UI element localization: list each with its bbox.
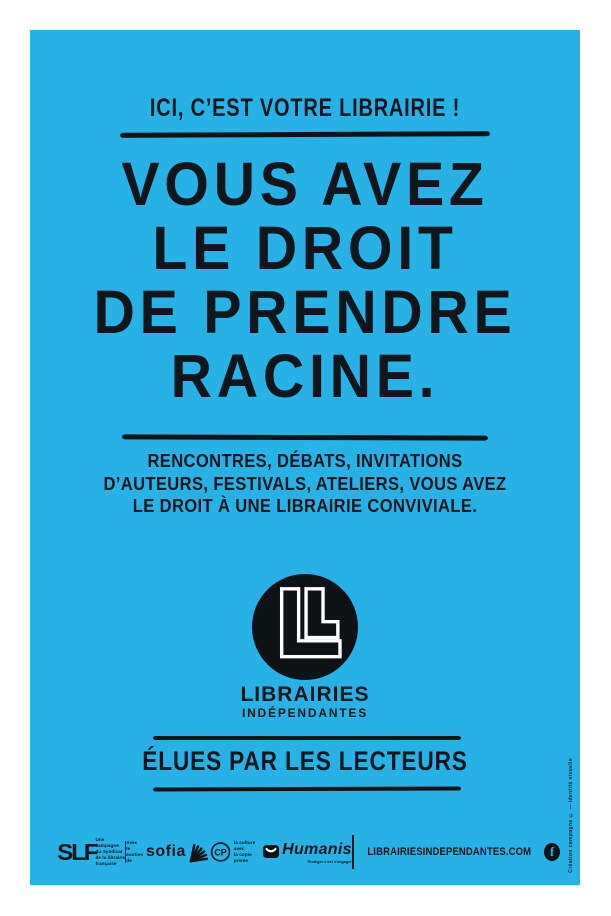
smile-icon — [263, 844, 280, 859]
divider-banner-bottom — [153, 786, 461, 791]
divider-top — [120, 131, 490, 138]
footer-separator-large — [352, 835, 354, 869]
facebook-icon: f — [544, 843, 560, 861]
support-caption: Avec le soutien de — [126, 840, 144, 863]
logo-subtitle: INDÉPENDANTES — [241, 706, 369, 720]
librairies-independantes-logo — [252, 574, 358, 680]
banner-text: ÉLUES PAR LES LECTEURS — [142, 746, 468, 776]
fan-icon — [189, 842, 210, 863]
headline-line-3: DE PRENDRE — [93, 278, 517, 346]
cp-icon — [210, 840, 231, 864]
logo-title: LIBRAIRIES — [240, 683, 370, 706]
headline-line-2: LE DROIT — [152, 214, 458, 282]
sofia-wordmark: sofia — [146, 843, 186, 860]
subtext-line-3: LE DROIT À UNE LIBRAIRIE CONVIVIALE. — [132, 496, 478, 516]
humanis-tagline: Protéger c’est s’engager — [307, 859, 352, 864]
subtext — [52, 450, 558, 518]
humanis-wordmark: Humanis — [282, 840, 352, 858]
website-url: LIBRAIRIESINDEPENDANTES.COM — [366, 846, 531, 858]
cp-caption: la culture avec la copie privée — [233, 840, 256, 863]
divider-headline — [122, 434, 488, 440]
headline-line-4: RACINE. — [170, 342, 440, 410]
humanis-logo — [263, 841, 352, 864]
poster-background — [30, 30, 580, 885]
subtext-line-1: RENCONTRES, DÉBATS, INVITATIONS — [147, 451, 463, 471]
slf-logo: SLF — [57, 838, 97, 865]
copie-privee-logo — [210, 840, 263, 864]
slf-caption: Une campagne du Syndicat de la librairie française — [95, 837, 126, 866]
svg-text:CP: CP — [214, 847, 227, 858]
subtext-line-2: D’AUTEURS, FESTIVALS, ATELIERS, VOUS AVEZ — [103, 473, 507, 494]
headline — [47, 152, 564, 408]
sponsor-footer — [58, 828, 560, 876]
credits-vertical-text: Création campagne © — Identité visuelle — [568, 758, 574, 873]
divider-banner-top — [153, 736, 461, 740]
sofia-logo — [146, 842, 210, 863]
headline-line-1: VOUS AVEZ — [121, 150, 489, 218]
ll-monogram-icon — [252, 574, 358, 680]
kicker-text: ICI, C’EST VOTRE LIBRAIRIE ! — [149, 94, 461, 122]
